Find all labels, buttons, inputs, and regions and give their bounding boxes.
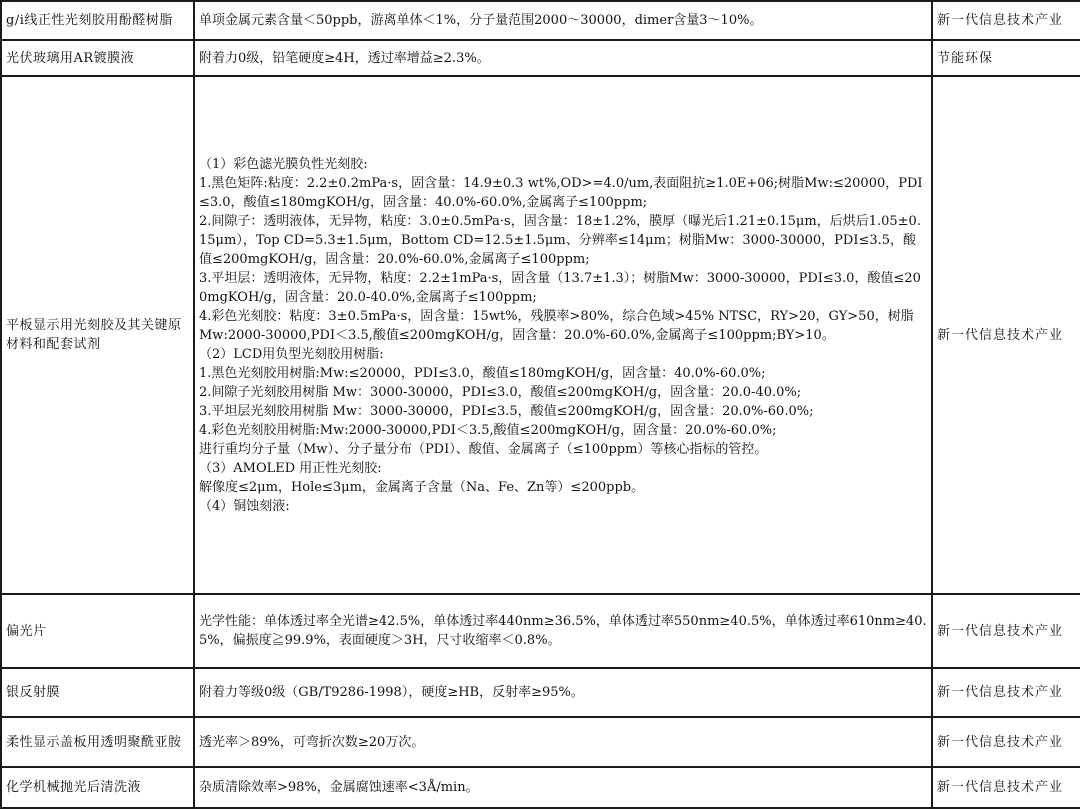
spec-line: （4）铜蚀刻液: [199, 498, 290, 514]
material-name: 柔性显示盖板用透明聚酰亚胺 [1, 717, 194, 767]
table-row [1, 1, 1080, 40]
spec-line: 2.间隙子：透明液体，无异物，粘度：3.0±0.5mPa·s，固含量：18±1.2%，膜厚（曝光后1.21±0.15μm，后烘后1.05±0.15μm），Top CD=5.3±1.5μm，Bottom CD=12.5±1.5μm、分辨率≤14μm；树脂Mw：3000-30000，PDI≤3.5，酸值≤200mgKOH/g，固含量：20.0%-60.0%,金属离子≤100ppm; [199, 213, 921, 267]
industry-category: 新一代信息技术产业 [932, 1, 1080, 40]
spec-detail [194, 717, 932, 767]
spec-detail [194, 1, 932, 40]
spec-detail [194, 40, 932, 76]
industry-category: 新一代信息技术产业 [932, 594, 1080, 668]
spec-line: 2.间隙子光刻胶用树脂 Mw：3000-30000，PDI≤3.0，酸值≤200mgKOH/g，固含量：20.0-40.0%; [199, 384, 802, 400]
material-name: 银反射膜 [1, 668, 194, 717]
spec-detail [194, 594, 932, 668]
spec-line: 3.平坦层光刻胶用树脂 Mw：3000-30000，PDI≤3.5，酸值≤200mgKOH/g，固含量：20.0%-60.0%; [199, 403, 814, 419]
industry-category: 新一代信息技术产业 [932, 767, 1080, 808]
spec-line: （3）AMOLED 用正性光刻胶: [199, 460, 382, 476]
spec-line: 附着力0级，铅笔硬度≥4H，透过率增益≥2.3%。 [199, 50, 490, 66]
industry-category: 新一代信息技术产业 [932, 76, 1080, 594]
spec-line: 4.彩色光刻胶：粘度：3±0.5mPa·s，固含量：15wt%，残膜率>80%，综合色域>45% NTSC，RY>20，GY>50，树脂Mw:2000-30000,PDI＜3.5,酸值≤200mgKOH/g，固含量：20.0%-60.0%,金属离子≤100ppm;BY>10。 [199, 308, 914, 343]
material-name: 平板显示用光刻胶及其关键原材料和配套试剂 [1, 76, 194, 594]
material-name: 偏光片 [1, 594, 194, 668]
spec-line: 解像度≤2μm，Hole≤3μm，金属离子含量（Na、Fe、Zn等）≤200ppb。 [199, 479, 645, 495]
spec-line: （1）彩色滤光膜负性光刻胶: [199, 156, 368, 172]
spec-line: 光学性能：单体透过率全光谱≥42.5%，单体透过率440nm≥36.5%，单体透过率550nm≥40.5%，单体透过率610nm≥40.5%，偏振度≧99.9%，表面硬度＞3H，尺寸收缩率＜0.8%。 [199, 614, 927, 648]
material-name: g/i线正性光刻胶用酚醛树脂 [1, 1, 194, 40]
industry-category: 节能环保 [932, 40, 1080, 76]
industry-category: 新一代信息技术产业 [932, 717, 1080, 767]
spec-line: 4.彩色光刻胶用树脂:Mw:2000-30000,PDI＜3.5,酸值≤200mgKOH/g，固含量：20.0%-60.0%; [199, 422, 777, 438]
spec-line: 1.黑色矩阵:粘度：2.2±0.2mPa·s，固含量：14.9±0.3 wt%,OD>=4.0/um,表面阻抗≥1.0E+06;树脂Mw:≤20000，PDI≤3.0，酸值≤180mgKOH/g，固含量：40.0%-60.0%,金属离子≤100ppm; [199, 175, 923, 210]
table-row [1, 594, 1080, 668]
table-row [1, 668, 1080, 717]
spec-line: 附着力等级0级（GB/T9286-1998），硬度≥HB，反射率≥95%。 [199, 685, 584, 700]
spec-line: 1.黑色光刻胶用树脂:Mw:≤20000，PDI≤3.0，酸值≤180mgKOH/g，固含量：40.0%-60.0%; [199, 365, 766, 381]
table-row [1, 76, 1080, 594]
spec-line: 3.平坦层：透明液体，无异物，粘度：2.2±1mPa·s，固含量（13.7±1.3）；树脂Mw：3000-30000，PDI≤3.0，酸值≤200mgKOH/g，固含量：20.0-40.0%,金属离子≤100ppm; [199, 270, 921, 305]
spec-line: （2）LCD用负型光刻胶用树脂: [199, 346, 384, 362]
spec-line: 进行重均分子量（Mw）、分子量分布（PDI）、酸值、金属离子（≤100ppm）等核心指标的管控。 [199, 441, 768, 457]
industry-category: 新一代信息技术产业 [932, 668, 1080, 717]
material-name: 化学机械抛光后清洗液 [1, 767, 194, 808]
spec-detail [194, 76, 932, 594]
spec-line: 单项金属元素含量＜50ppb，游离单体＜1%，分子量范围2000～30000，dimer含量3～10%。 [199, 13, 763, 28]
table-row [1, 717, 1080, 767]
spec-line: 透光率＞89%，可弯折次数≥20万次。 [199, 734, 425, 750]
spec-detail [194, 767, 932, 808]
spec-line: 杂质清除效率>98%，金属腐蚀速率<3Å/min。 [199, 780, 479, 795]
spec-detail [194, 668, 932, 717]
table-row [1, 40, 1080, 76]
table-row [1, 767, 1080, 808]
material-name: 光伏玻璃用AR镀膜液 [1, 40, 194, 76]
